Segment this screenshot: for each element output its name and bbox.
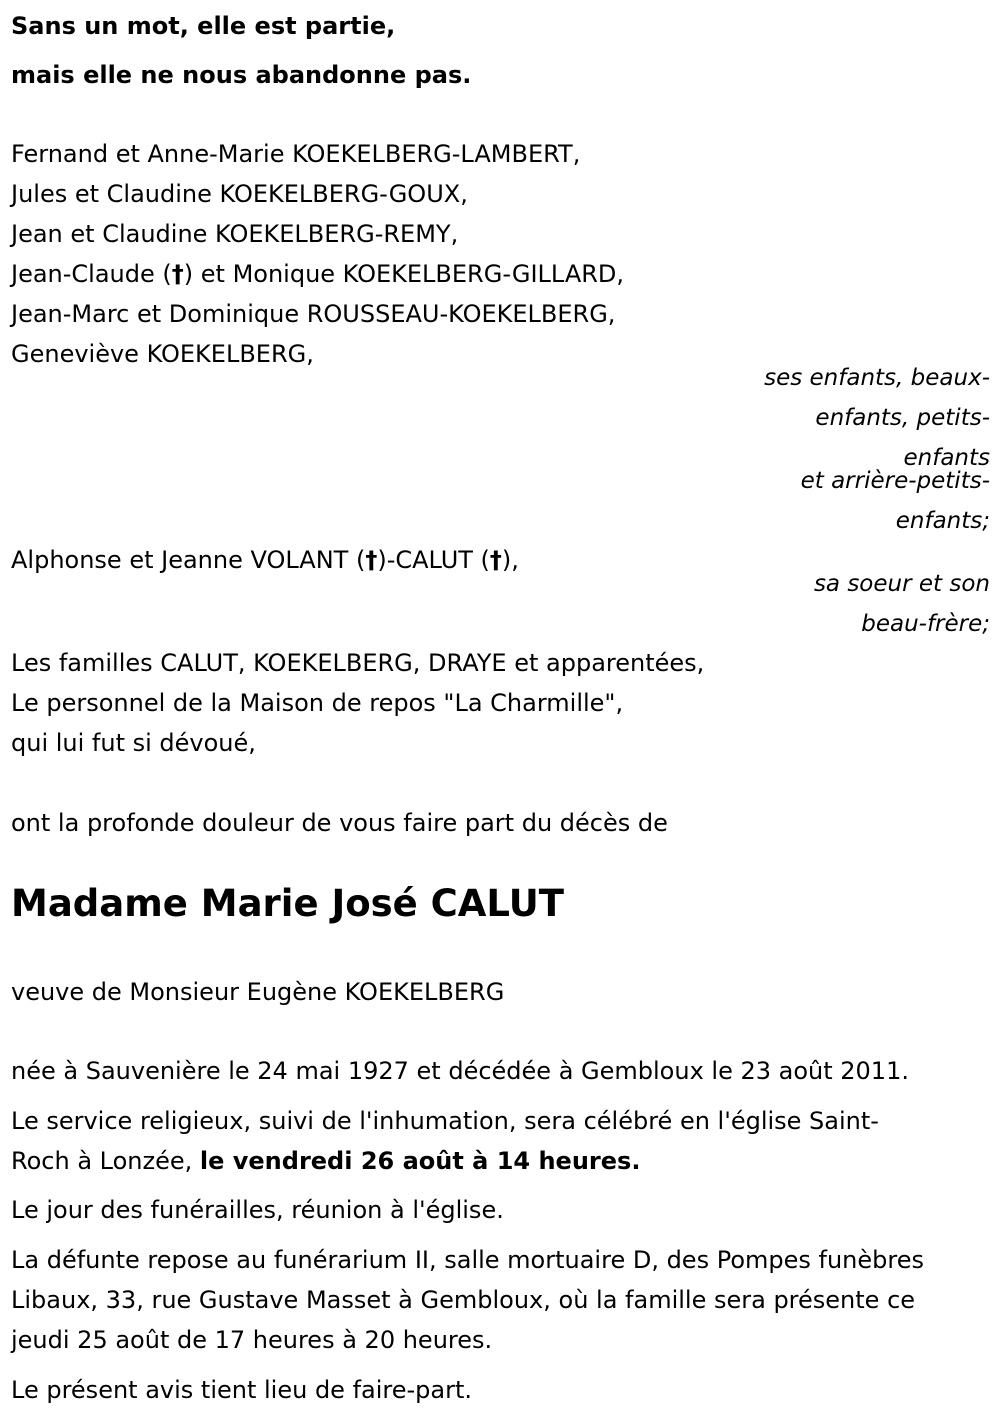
cross-icon: †: [171, 260, 184, 288]
sibling-part1: Alphonse et Jeanne VOLANT (: [11, 546, 366, 574]
families-line-3: qui lui fut si dévoué,: [11, 729, 256, 757]
viewing-paragraph: La défunte repose au funérarium II, salle mortuaire D, des Pompes funèbres Libaux, 33, rue Gustave Masset à Gembloux, où la famille sera présente ce jeudi 25 août de 17 heures à 20 heures.: [11, 1246, 924, 1354]
sibling-line: [11, 540, 519, 580]
gathering: Le jour des funérailles, réunion à l'église.: [11, 1196, 504, 1224]
child-line-5: Jean-Marc et Dominique ROUSSEAU-KOEKELBERG,: [11, 300, 616, 328]
child-line-1: Fernand et Anne-Marie KOEKELBERG-LAMBERT,: [11, 140, 581, 168]
deceased-name: Madame Marie José CALUT: [11, 882, 564, 925]
birth-death: née à Sauvenière le 24 mai 1927 et décédée à Gembloux le 23 août 2011.: [11, 1057, 909, 1085]
child-line-6: Geneviève KOEKELBERG,: [11, 340, 314, 368]
announcement: ont la profonde douleur de vous faire part du décès de: [11, 809, 668, 837]
children-relation-2: et arrière-petits-enfants;: [800, 468, 990, 534]
intro-line-2: mais elle ne nous abandonne pas.: [11, 61, 472, 89]
cross-icon: †: [365, 546, 378, 574]
child-line-4-part2: ) et Monique KOEKELBERG-GILLARD,: [183, 260, 625, 288]
child-line-3: Jean et Claudine KOEKELBERG-REMY,: [11, 220, 459, 248]
cross-icon: †: [489, 546, 502, 574]
sibling-part2: )-CALUT (: [377, 546, 490, 574]
sibling-part3: ),: [501, 546, 519, 574]
service-paragraph: [11, 1101, 911, 1181]
child-line-2: Jules et Claudine KOEKELBERG-GOUX,: [11, 180, 468, 208]
children-relation-1: ses enfants, beaux-enfants, petits-enfants: [764, 365, 990, 471]
service-time: le vendredi 26 août à 14 heures.: [199, 1147, 641, 1175]
widow-of: veuve de Monsieur Eugène KOEKELBERG: [11, 978, 505, 1006]
closing: Le présent avis tient lieu de faire-part.: [11, 1376, 473, 1404]
child-line-4-part1: Jean-Claude (: [11, 260, 172, 288]
intro-line-1: Sans un mot, elle est partie,: [11, 12, 396, 40]
families-line-1: Les familles CALUT, KOEKELBERG, DRAYE et apparentées,: [11, 649, 705, 677]
service-text: Le service religieux, suivi de l'inhumation, sera célébré en l'église Saint-Roch à Lonzée,: [11, 1107, 879, 1175]
families-line-2: Le personnel de la Maison de repos "La Charmille",: [11, 689, 624, 717]
child-line-4: [11, 254, 624, 294]
sibling-relation: sa soeur et son beau-frère;: [813, 571, 990, 637]
